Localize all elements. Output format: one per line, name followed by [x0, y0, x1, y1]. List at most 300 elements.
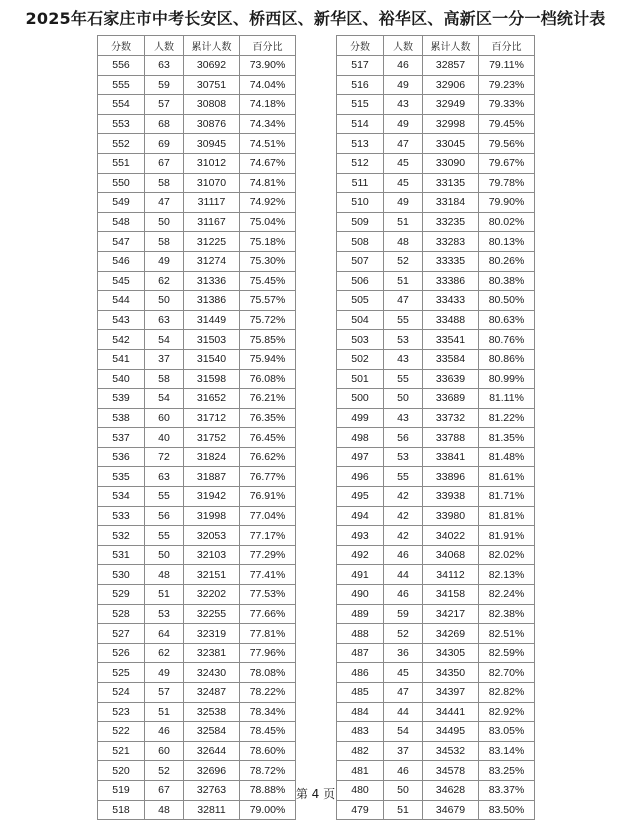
- cell-score: 518: [98, 800, 145, 820]
- header-cumulative: 累计人数: [423, 36, 479, 56]
- cell-count: 57: [145, 95, 184, 115]
- cell-count: 49: [145, 663, 184, 683]
- cell-cumulative: 30876: [184, 114, 240, 134]
- cell-score: 516: [337, 75, 384, 95]
- cell-percent: 82.59%: [479, 643, 535, 663]
- table-row: [98, 585, 296, 605]
- cell-score: 507: [337, 251, 384, 271]
- table-row: [98, 800, 296, 820]
- cell-score: 490: [337, 585, 384, 605]
- cell-cumulative: 33639: [423, 369, 479, 389]
- cell-score: 481: [337, 761, 384, 781]
- cell-cumulative: 31386: [184, 291, 240, 311]
- cell-cumulative: 33184: [423, 193, 479, 213]
- cell-percent: 82.82%: [479, 683, 535, 703]
- cell-count: 72: [145, 447, 184, 467]
- table-row: [337, 114, 535, 134]
- cell-percent: 78.88%: [240, 780, 296, 800]
- cell-count: 42: [384, 487, 423, 507]
- cell-score: 535: [98, 467, 145, 487]
- cell-cumulative: 30945: [184, 134, 240, 154]
- cell-cumulative: 34158: [423, 585, 479, 605]
- cell-count: 50: [145, 212, 184, 232]
- cell-score: 555: [98, 75, 145, 95]
- cell-percent: 74.04%: [240, 75, 296, 95]
- cell-cumulative: 32255: [184, 604, 240, 624]
- cell-percent: 77.41%: [240, 565, 296, 585]
- cell-count: 53: [145, 604, 184, 624]
- cell-cumulative: 32151: [184, 565, 240, 585]
- cell-cumulative: 34397: [423, 683, 479, 703]
- cell-score: 511: [337, 173, 384, 193]
- cell-score: 538: [98, 408, 145, 428]
- table-row: [337, 467, 535, 487]
- table-row: [337, 643, 535, 663]
- cell-percent: 74.92%: [240, 193, 296, 213]
- cell-cumulative: 34305: [423, 643, 479, 663]
- cell-percent: 76.35%: [240, 408, 296, 428]
- cell-count: 45: [384, 663, 423, 683]
- cell-score: 546: [98, 251, 145, 271]
- cell-score: 534: [98, 487, 145, 507]
- cell-cumulative: 31167: [184, 212, 240, 232]
- cell-count: 43: [384, 349, 423, 369]
- cell-cumulative: 33335: [423, 251, 479, 271]
- cell-cumulative: 32487: [184, 683, 240, 703]
- header-percent: 百分比: [479, 36, 535, 56]
- cell-cumulative: 33386: [423, 271, 479, 291]
- cell-cumulative: 32763: [184, 780, 240, 800]
- table-row: [98, 467, 296, 487]
- table-row: [337, 545, 535, 565]
- cell-percent: 74.51%: [240, 134, 296, 154]
- table-row: [337, 624, 535, 644]
- cell-count: 62: [145, 271, 184, 291]
- table-row: [98, 173, 296, 193]
- cell-percent: 80.02%: [479, 212, 535, 232]
- table-row: [337, 153, 535, 173]
- cell-cumulative: 33541: [423, 330, 479, 350]
- cell-cumulative: 30808: [184, 95, 240, 115]
- cell-cumulative: 33090: [423, 153, 479, 173]
- cell-percent: 78.34%: [240, 702, 296, 722]
- table-row: [98, 643, 296, 663]
- table-row: [98, 565, 296, 585]
- table-row: [337, 134, 535, 154]
- cell-cumulative: 32430: [184, 663, 240, 683]
- cell-percent: 82.24%: [479, 585, 535, 605]
- cell-score: 550: [98, 173, 145, 193]
- cell-count: 50: [384, 389, 423, 409]
- cell-cumulative: 33433: [423, 291, 479, 311]
- cell-percent: 79.11%: [479, 56, 535, 76]
- cell-cumulative: 31942: [184, 487, 240, 507]
- cell-score: 549: [98, 193, 145, 213]
- cell-score: 524: [98, 683, 145, 703]
- cell-percent: 80.86%: [479, 349, 535, 369]
- cell-cumulative: 33135: [423, 173, 479, 193]
- cell-score: 541: [98, 349, 145, 369]
- cell-score: 489: [337, 604, 384, 624]
- cell-count: 49: [384, 193, 423, 213]
- cell-percent: 81.91%: [479, 526, 535, 546]
- cell-count: 55: [384, 310, 423, 330]
- cell-cumulative: 31070: [184, 173, 240, 193]
- table-row: [337, 702, 535, 722]
- cell-score: 479: [337, 800, 384, 820]
- table-row: [337, 251, 535, 271]
- cell-score: 508: [337, 232, 384, 252]
- cell-cumulative: 33841: [423, 447, 479, 467]
- cell-count: 43: [384, 95, 423, 115]
- cell-score: 551: [98, 153, 145, 173]
- cell-cumulative: 34112: [423, 565, 479, 585]
- table-row: [98, 722, 296, 742]
- cell-percent: 83.50%: [479, 800, 535, 820]
- table-row: [337, 271, 535, 291]
- cell-cumulative: 34441: [423, 702, 479, 722]
- cell-percent: 77.53%: [240, 585, 296, 605]
- cell-count: 50: [145, 291, 184, 311]
- table-row: [337, 369, 535, 389]
- cell-score: 528: [98, 604, 145, 624]
- cell-score: 506: [337, 271, 384, 291]
- cell-cumulative: 34068: [423, 545, 479, 565]
- table-row: [98, 153, 296, 173]
- cell-score: 483: [337, 722, 384, 742]
- cell-percent: 76.91%: [240, 487, 296, 507]
- table-row: [98, 741, 296, 761]
- table-row: [337, 506, 535, 526]
- cell-count: 58: [145, 232, 184, 252]
- cell-percent: 77.17%: [240, 526, 296, 546]
- cell-score: 494: [337, 506, 384, 526]
- cell-cumulative: 31887: [184, 467, 240, 487]
- cell-count: 47: [384, 683, 423, 703]
- cell-percent: 77.04%: [240, 506, 296, 526]
- table-row: [98, 369, 296, 389]
- table-row: [98, 330, 296, 350]
- cell-cumulative: 31752: [184, 428, 240, 448]
- cell-percent: 75.72%: [240, 310, 296, 330]
- cell-cumulative: 31336: [184, 271, 240, 291]
- cell-score: 530: [98, 565, 145, 585]
- table-row: [98, 134, 296, 154]
- cell-cumulative: 32857: [423, 56, 479, 76]
- cell-score: 505: [337, 291, 384, 311]
- cell-score: 510: [337, 193, 384, 213]
- table-row: [337, 761, 535, 781]
- cell-percent: 75.85%: [240, 330, 296, 350]
- cell-percent: 79.78%: [479, 173, 535, 193]
- cell-percent: 74.34%: [240, 114, 296, 134]
- cell-count: 46: [384, 761, 423, 781]
- cell-cumulative: 33235: [423, 212, 479, 232]
- cell-percent: 75.45%: [240, 271, 296, 291]
- cell-count: 47: [384, 291, 423, 311]
- table-row: [98, 193, 296, 213]
- cell-score: 492: [337, 545, 384, 565]
- cell-percent: 80.50%: [479, 291, 535, 311]
- cell-count: 55: [384, 369, 423, 389]
- cell-percent: 77.96%: [240, 643, 296, 663]
- header-score: 分数: [337, 36, 384, 56]
- table-row: [98, 251, 296, 271]
- cell-score: 486: [337, 663, 384, 683]
- cell-percent: 82.38%: [479, 604, 535, 624]
- table-row: [98, 232, 296, 252]
- cell-count: 48: [145, 800, 184, 820]
- table-row: [98, 428, 296, 448]
- cell-score: 513: [337, 134, 384, 154]
- cell-score: 519: [98, 780, 145, 800]
- cell-percent: 82.51%: [479, 624, 535, 644]
- cell-score: 521: [98, 741, 145, 761]
- cell-count: 62: [145, 643, 184, 663]
- table-row: [337, 291, 535, 311]
- cell-count: 51: [384, 800, 423, 820]
- table-row: [98, 506, 296, 526]
- cell-percent: 81.35%: [479, 428, 535, 448]
- table-row: [337, 389, 535, 409]
- cell-cumulative: 31225: [184, 232, 240, 252]
- cell-cumulative: 31824: [184, 447, 240, 467]
- cell-percent: 82.92%: [479, 702, 535, 722]
- cell-count: 67: [145, 780, 184, 800]
- cell-score: 543: [98, 310, 145, 330]
- cell-count: 54: [145, 330, 184, 350]
- cell-score: 545: [98, 271, 145, 291]
- score-table-right: [336, 35, 535, 820]
- cell-percent: 78.22%: [240, 683, 296, 703]
- cell-percent: 83.25%: [479, 761, 535, 781]
- cell-cumulative: 30692: [184, 56, 240, 76]
- cell-cumulative: 33045: [423, 134, 479, 154]
- cell-score: 547: [98, 232, 145, 252]
- cell-cumulative: 32811: [184, 800, 240, 820]
- cell-count: 63: [145, 56, 184, 76]
- cell-score: 495: [337, 487, 384, 507]
- table-row: [337, 585, 535, 605]
- cell-cumulative: 34269: [423, 624, 479, 644]
- cell-count: 63: [145, 310, 184, 330]
- table-row: [337, 212, 535, 232]
- cell-percent: 77.66%: [240, 604, 296, 624]
- cell-count: 50: [145, 545, 184, 565]
- cell-percent: 81.71%: [479, 487, 535, 507]
- table-header-row: [98, 36, 296, 56]
- cell-percent: 78.08%: [240, 663, 296, 683]
- header-percent: 百分比: [240, 36, 296, 56]
- cell-score: 503: [337, 330, 384, 350]
- cell-cumulative: 31540: [184, 349, 240, 369]
- cell-percent: 75.04%: [240, 212, 296, 232]
- table-row: [337, 173, 535, 193]
- cell-cumulative: 32644: [184, 741, 240, 761]
- cell-score: 520: [98, 761, 145, 781]
- cell-cumulative: 32381: [184, 643, 240, 663]
- cell-score: 487: [337, 643, 384, 663]
- cell-count: 45: [384, 173, 423, 193]
- cell-count: 47: [145, 193, 184, 213]
- cell-score: 484: [337, 702, 384, 722]
- cell-count: 42: [384, 526, 423, 546]
- cell-percent: 80.99%: [479, 369, 535, 389]
- cell-count: 49: [145, 251, 184, 271]
- table-row: [98, 75, 296, 95]
- cell-percent: 74.18%: [240, 95, 296, 115]
- cell-score: 501: [337, 369, 384, 389]
- cell-count: 51: [145, 585, 184, 605]
- cell-cumulative: 33584: [423, 349, 479, 369]
- table-row: [337, 683, 535, 703]
- cell-count: 52: [384, 251, 423, 271]
- cell-count: 46: [384, 545, 423, 565]
- table-row: [98, 212, 296, 232]
- cell-count: 64: [145, 624, 184, 644]
- cell-score: 514: [337, 114, 384, 134]
- table-row: [337, 800, 535, 820]
- cell-cumulative: 32949: [423, 95, 479, 115]
- table-row: [337, 95, 535, 115]
- cell-score: 497: [337, 447, 384, 467]
- cell-score: 526: [98, 643, 145, 663]
- table-row: [98, 271, 296, 291]
- cell-cumulative: 32998: [423, 114, 479, 134]
- cell-count: 53: [384, 330, 423, 350]
- cell-score: 502: [337, 349, 384, 369]
- cell-score: 554: [98, 95, 145, 115]
- cell-score: 512: [337, 153, 384, 173]
- table-row: [337, 565, 535, 585]
- cell-cumulative: 33689: [423, 389, 479, 409]
- cell-cumulative: 33938: [423, 487, 479, 507]
- cell-score: 533: [98, 506, 145, 526]
- cell-score: 498: [337, 428, 384, 448]
- table-row: [337, 349, 535, 369]
- table-header-row: [337, 36, 535, 56]
- table-row: [337, 310, 535, 330]
- table-row: [337, 741, 535, 761]
- cell-count: 57: [145, 683, 184, 703]
- cell-score: 540: [98, 369, 145, 389]
- score-table-left: [97, 35, 296, 820]
- cell-cumulative: 32538: [184, 702, 240, 722]
- table-row: [337, 447, 535, 467]
- cell-cumulative: 32202: [184, 585, 240, 605]
- table-row: [98, 114, 296, 134]
- cell-score: 537: [98, 428, 145, 448]
- cell-percent: 75.57%: [240, 291, 296, 311]
- cell-score: 482: [337, 741, 384, 761]
- table-row: [98, 761, 296, 781]
- cell-percent: 74.81%: [240, 173, 296, 193]
- table-row: [98, 408, 296, 428]
- cell-score: 556: [98, 56, 145, 76]
- cell-count: 37: [145, 349, 184, 369]
- cell-count: 55: [145, 487, 184, 507]
- table-row: [337, 330, 535, 350]
- cell-score: 485: [337, 683, 384, 703]
- cell-count: 51: [384, 271, 423, 291]
- header-cumulative: 累计人数: [184, 36, 240, 56]
- cell-count: 56: [384, 428, 423, 448]
- cell-cumulative: 34350: [423, 663, 479, 683]
- table-row: [98, 291, 296, 311]
- cell-count: 46: [384, 585, 423, 605]
- cell-count: 46: [145, 722, 184, 742]
- cell-count: 51: [145, 702, 184, 722]
- cell-score: 504: [337, 310, 384, 330]
- cell-count: 50: [384, 780, 423, 800]
- cell-percent: 80.13%: [479, 232, 535, 252]
- cell-percent: 80.76%: [479, 330, 535, 350]
- cell-cumulative: 30751: [184, 75, 240, 95]
- cell-percent: 83.14%: [479, 741, 535, 761]
- table-row: [98, 604, 296, 624]
- cell-score: 509: [337, 212, 384, 232]
- cell-percent: 77.81%: [240, 624, 296, 644]
- cell-count: 42: [384, 506, 423, 526]
- cell-cumulative: 34578: [423, 761, 479, 781]
- cell-count: 45: [384, 153, 423, 173]
- cell-score: 532: [98, 526, 145, 546]
- cell-percent: 79.90%: [479, 193, 535, 213]
- cell-cumulative: 33896: [423, 467, 479, 487]
- cell-cumulative: 34022: [423, 526, 479, 546]
- table-row: [98, 310, 296, 330]
- table-row: [98, 349, 296, 369]
- cell-count: 60: [145, 741, 184, 761]
- cell-count: 43: [384, 408, 423, 428]
- table-row: [337, 604, 535, 624]
- cell-percent: 81.81%: [479, 506, 535, 526]
- cell-score: 542: [98, 330, 145, 350]
- cell-score: 522: [98, 722, 145, 742]
- table-row: [98, 389, 296, 409]
- header-score: 分数: [98, 36, 145, 56]
- table-row: [337, 193, 535, 213]
- cell-count: 68: [145, 114, 184, 134]
- cell-percent: 76.21%: [240, 389, 296, 409]
- cell-score: 536: [98, 447, 145, 467]
- cell-percent: 80.26%: [479, 251, 535, 271]
- cell-score: 493: [337, 526, 384, 546]
- cell-count: 54: [145, 389, 184, 409]
- cell-percent: 79.23%: [479, 75, 535, 95]
- cell-cumulative: 34679: [423, 800, 479, 820]
- cell-cumulative: 33980: [423, 506, 479, 526]
- table-row: [337, 487, 535, 507]
- cell-score: 515: [337, 95, 384, 115]
- cell-count: 47: [384, 134, 423, 154]
- cell-percent: 80.38%: [479, 271, 535, 291]
- table-row: [337, 722, 535, 742]
- cell-cumulative: 31652: [184, 389, 240, 409]
- cell-cumulative: 32696: [184, 761, 240, 781]
- cell-score: 523: [98, 702, 145, 722]
- cell-percent: 79.00%: [240, 800, 296, 820]
- cell-count: 51: [384, 212, 423, 232]
- cell-count: 58: [145, 173, 184, 193]
- cell-count: 44: [384, 565, 423, 585]
- cell-score: 539: [98, 389, 145, 409]
- table-row: [337, 428, 535, 448]
- cell-percent: 74.67%: [240, 153, 296, 173]
- cell-cumulative: 33283: [423, 232, 479, 252]
- cell-cumulative: 32584: [184, 722, 240, 742]
- cell-cumulative: 34628: [423, 780, 479, 800]
